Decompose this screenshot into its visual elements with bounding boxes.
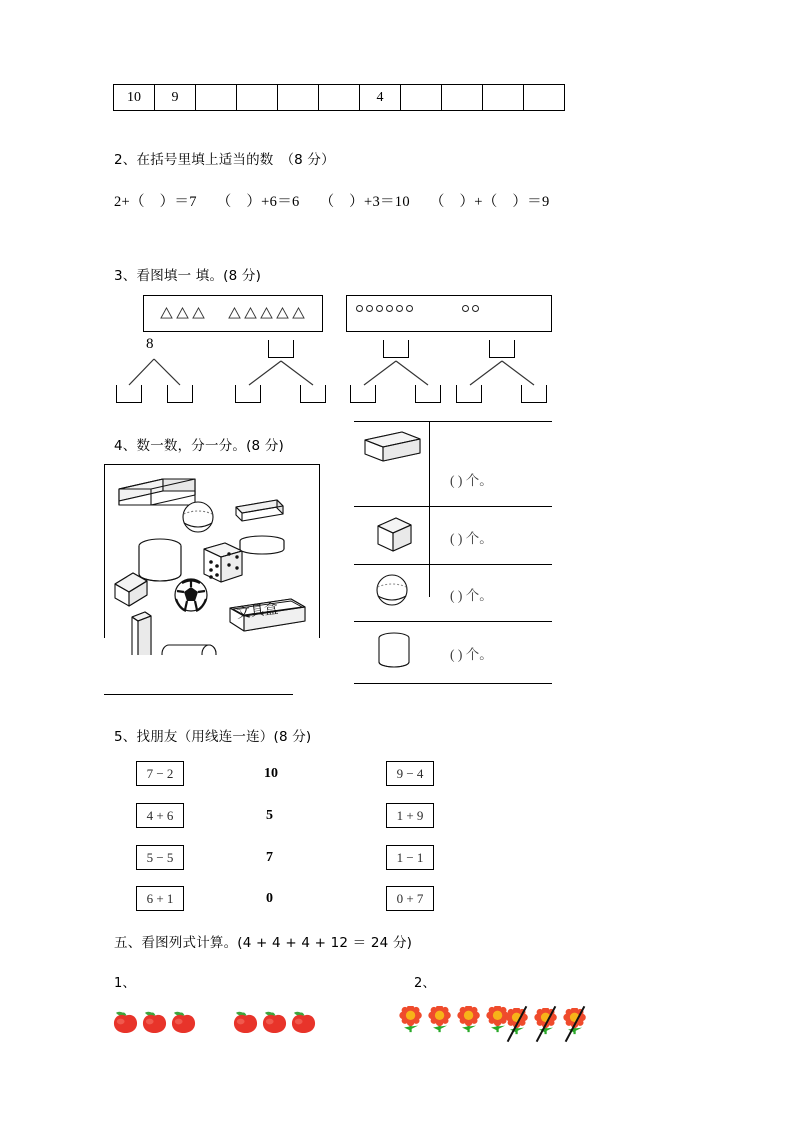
triangle-icon bbox=[176, 307, 189, 319]
triangle-icon bbox=[276, 307, 289, 319]
match-middle-item-2[interactable]: 5 bbox=[266, 808, 273, 823]
equation-3[interactable]: （ ）+3＝10 bbox=[319, 194, 410, 210]
count-answer-4[interactable]: ( ) 个。 bbox=[450, 647, 493, 662]
cylinder-flat-disc bbox=[240, 536, 284, 554]
match-middle-item-4[interactable]: 0 bbox=[266, 891, 273, 906]
number-tree-left-box[interactable] bbox=[350, 385, 376, 403]
triangle-icon bbox=[160, 307, 173, 319]
table-vline bbox=[429, 421, 430, 597]
flower-group-b-crossed bbox=[504, 1006, 599, 1042]
number-cell-0[interactable]: 10 bbox=[114, 85, 155, 111]
match-middle-item-3[interactable]: 7 bbox=[266, 850, 273, 865]
table-hline bbox=[354, 683, 552, 684]
cylinder bbox=[139, 539, 181, 581]
number-cell-7[interactable] bbox=[401, 85, 442, 111]
triangle-icon bbox=[228, 307, 241, 319]
match-middle-item-1[interactable]: 10 bbox=[264, 766, 278, 781]
cube-tilted bbox=[115, 573, 147, 606]
cylinder-icon bbox=[372, 629, 416, 675]
question-3-heading: 3、看图填一 填。(8 分) bbox=[114, 268, 262, 284]
table-hline bbox=[354, 621, 552, 622]
triangle-icon bbox=[192, 307, 205, 319]
question-6-heading: 五、看图列式计算。(4 + 4 + 4 + 12 ＝ 24 分) bbox=[114, 935, 413, 951]
apple-group-b bbox=[232, 1008, 322, 1038]
number-cell-9[interactable] bbox=[483, 85, 524, 111]
subquestion-1-label: 1、 bbox=[114, 976, 136, 991]
number-cell-1[interactable]: 9 bbox=[155, 85, 196, 111]
number-cell-3[interactable] bbox=[237, 85, 278, 111]
question-2-heading: 2、在括号里填上适当的数 （8 分） bbox=[114, 152, 335, 168]
number-cell-10[interactable] bbox=[524, 85, 565, 111]
equation-4[interactable]: （ ）+（ ）＝9 bbox=[429, 194, 550, 210]
objects-illustration bbox=[105, 465, 319, 655]
match-right-item-2[interactable]: 1 + 9 bbox=[386, 803, 434, 828]
apple-icon bbox=[290, 1008, 317, 1034]
question-2-equations bbox=[114, 190, 550, 211]
sphere-striped bbox=[183, 502, 213, 532]
flower-icon bbox=[427, 1006, 454, 1034]
table-hline bbox=[354, 506, 552, 507]
circle-icon bbox=[462, 305, 469, 312]
circle-icon bbox=[406, 305, 413, 312]
pencil-case-label: 文具盒 bbox=[235, 600, 280, 622]
apple-group-a bbox=[112, 1008, 202, 1038]
apple-icon bbox=[170, 1008, 197, 1034]
cube-icon bbox=[374, 513, 416, 555]
number-tree-left-box[interactable] bbox=[116, 385, 142, 403]
shape-count-table bbox=[354, 421, 552, 683]
cuboid-tall-thin bbox=[132, 612, 151, 655]
number-tree-right-box[interactable] bbox=[300, 385, 326, 403]
subquestion-2-label: 2、 bbox=[414, 976, 436, 991]
number-cell-8[interactable] bbox=[442, 85, 483, 111]
circle-icon bbox=[472, 305, 479, 312]
number-tree-right-box[interactable] bbox=[521, 385, 547, 403]
count-answer-3[interactable]: ( ) 个。 bbox=[450, 588, 493, 603]
match-right-item-1[interactable]: 9 − 4 bbox=[386, 761, 434, 786]
match-left-item-1[interactable]: 7 − 2 bbox=[136, 761, 184, 786]
number-tree-4 bbox=[456, 340, 566, 410]
number-tree-1 bbox=[116, 336, 216, 410]
triangle-icon bbox=[292, 307, 305, 319]
number-tree-3 bbox=[350, 340, 460, 410]
circle-icon bbox=[386, 305, 393, 312]
flower-group-a bbox=[398, 1006, 518, 1038]
table-hline bbox=[354, 564, 552, 565]
question-4-heading: 4、数一数，分一分。(8 分) bbox=[114, 438, 285, 454]
number-cell-2[interactable] bbox=[196, 85, 237, 111]
flower-icon bbox=[456, 1006, 483, 1034]
number-tree-left-box[interactable] bbox=[456, 385, 482, 403]
table-row bbox=[114, 85, 565, 111]
soccer-ball bbox=[175, 579, 207, 611]
circle-icon bbox=[356, 305, 363, 312]
triangle-icon bbox=[260, 307, 273, 319]
number-tree-2 bbox=[235, 340, 345, 410]
circle-icon bbox=[366, 305, 373, 312]
triangle-group-left bbox=[160, 307, 208, 319]
number-tree-right-box[interactable] bbox=[415, 385, 441, 403]
triangle-group-right bbox=[228, 307, 308, 319]
number-cell-6[interactable]: 4 bbox=[360, 85, 401, 111]
match-right-item-3[interactable]: 1 − 1 bbox=[386, 845, 434, 870]
table-hline bbox=[354, 421, 552, 422]
number-tree-left-box[interactable] bbox=[235, 385, 261, 403]
section-divider-rule bbox=[104, 694, 293, 695]
number-cell-5[interactable] bbox=[319, 85, 360, 111]
circle-icon bbox=[376, 305, 383, 312]
number-tree-top-value: 8 bbox=[146, 336, 154, 352]
objects-picture-box bbox=[104, 464, 320, 638]
triangle-icon bbox=[244, 307, 257, 319]
cuboid-flat-bar bbox=[236, 500, 283, 521]
flower-icon bbox=[398, 1006, 425, 1034]
match-right-item-4[interactable]: 0 + 7 bbox=[386, 886, 434, 911]
equation-1[interactable]: 2+（ ）＝7 bbox=[114, 194, 197, 210]
number-sequence-table bbox=[113, 84, 565, 111]
match-left-item-2[interactable]: 4 + 6 bbox=[136, 803, 184, 828]
count-answer-1[interactable]: ( ) 个。 bbox=[450, 473, 493, 488]
number-cell-4[interactable] bbox=[278, 85, 319, 111]
equation-2[interactable]: （ ）+6＝6 bbox=[216, 194, 300, 210]
apple-icon bbox=[232, 1008, 259, 1034]
apple-icon bbox=[141, 1008, 168, 1034]
number-tree-right-box[interactable] bbox=[167, 385, 193, 403]
cuboid-large bbox=[119, 479, 195, 505]
circle-group-right bbox=[462, 305, 482, 312]
dice-cube bbox=[204, 543, 242, 582]
circle-group-left bbox=[356, 305, 416, 312]
sphere-icon bbox=[372, 569, 412, 609]
match-left-item-3[interactable]: 5 − 5 bbox=[136, 845, 184, 870]
cuboid-icon bbox=[362, 429, 424, 463]
cylinder-lying bbox=[162, 645, 216, 655]
match-left-item-4[interactable]: 6 + 1 bbox=[136, 886, 184, 911]
circle-group-box bbox=[346, 295, 552, 332]
apple-icon bbox=[261, 1008, 288, 1034]
question-5-heading: 5、找朋友（用线连一连）(8 分) bbox=[114, 729, 312, 745]
circle-icon bbox=[396, 305, 403, 312]
count-answer-2[interactable]: ( ) 个。 bbox=[450, 531, 493, 546]
apple-icon bbox=[112, 1008, 139, 1034]
